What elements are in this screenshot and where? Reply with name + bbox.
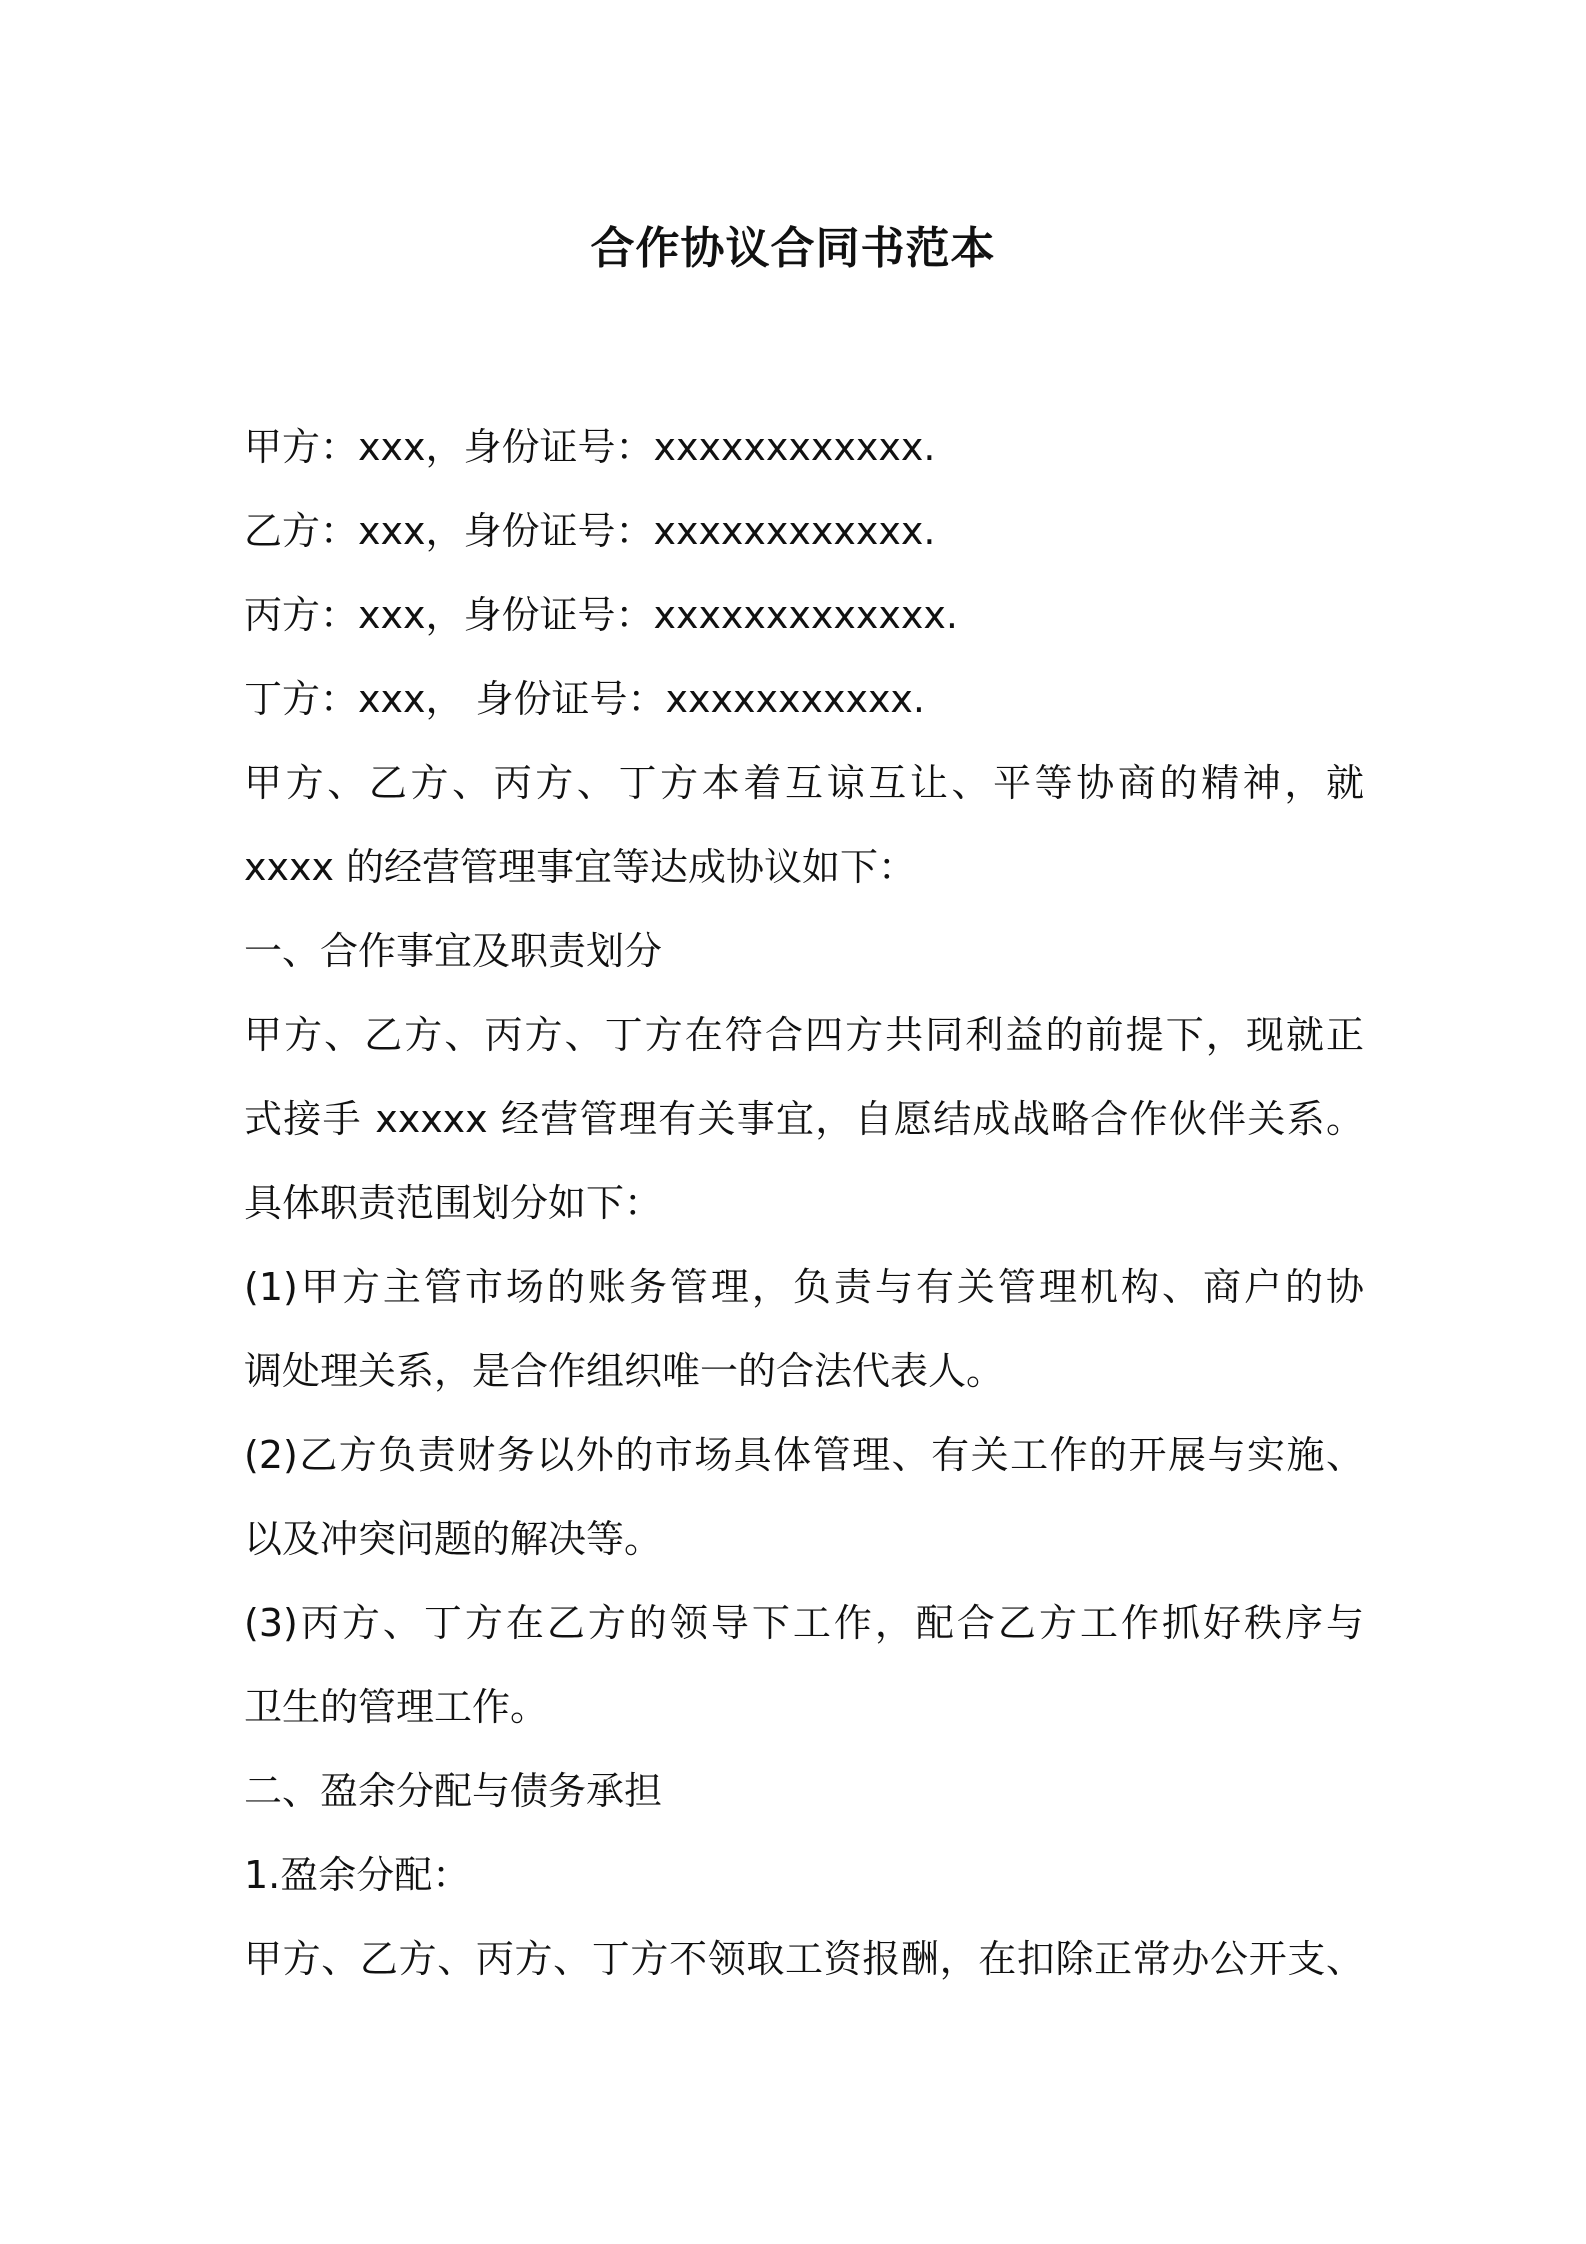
party-b-line: 乙方：xxx，身份证号：xxxxxxxxxxxx. (244, 509, 936, 553)
intro-line-1: 甲方、乙方、丙方、丁方本着互谅互让、平等协商的精神，就 (244, 761, 1364, 805)
duty-3-line-1: (3)丙方、丁方在乙方的领导下工作，配合乙方工作抓好秩序与 (244, 1601, 1364, 1645)
duty-3-line-2: 卫生的管理工作。 (244, 1685, 549, 1729)
intro-line-2: xxxx 的经营管理事宜等达成协议如下： (244, 845, 917, 889)
section-1-paragraph-line-1: 甲方、乙方、丙方、丁方在符合四方共同利益的前提下，现就正 (244, 1013, 1364, 1057)
duty-1-line-2: 调处理关系，是合作组织唯一的合法代表人。 (244, 1349, 1005, 1393)
section-1-heading: 一、合作事宜及职责划分 (244, 929, 663, 973)
party-c-line: 丙方：xxx，身份证号：xxxxxxxxxxxxx. (244, 593, 958, 637)
section-2-paragraph-line-1: 甲方、乙方、丙方、丁方不领取工资报酬，在扣除正常办公开支、 (244, 1937, 1364, 1981)
duty-2-line-2: 以及冲突问题的解决等。 (244, 1517, 663, 1561)
document-title: 合作协议合同书范本 (590, 223, 996, 274)
party-d-line: 丁方：xxx， 身份证号：xxxxxxxxxxx. (244, 677, 925, 721)
section-2-heading: 二、盈余分配与债务承担 (244, 1769, 663, 1813)
section-1-paragraph-line-3: 具体职责范围划分如下： (244, 1181, 663, 1225)
section-1-paragraph-line-2: 式接手 xxxxx 经营管理有关事宜，自愿结成战略合作伙伴关系。 (244, 1097, 1364, 1141)
document-body (244, 405, 1364, 2001)
duty-2-line-1: (2)乙方负责财务以外的市场具体管理、有关工作的开展与实施、 (244, 1433, 1364, 1477)
party-a-line: 甲方：xxx，身份证号：xxxxxxxxxxxx. (244, 425, 936, 469)
subsection-2-1-heading: 1.盈余分配： (244, 1853, 471, 1897)
duty-1-line-1: (1)甲方主管市场的账务管理，负责与有关管理机构、商户的协 (244, 1265, 1364, 1309)
